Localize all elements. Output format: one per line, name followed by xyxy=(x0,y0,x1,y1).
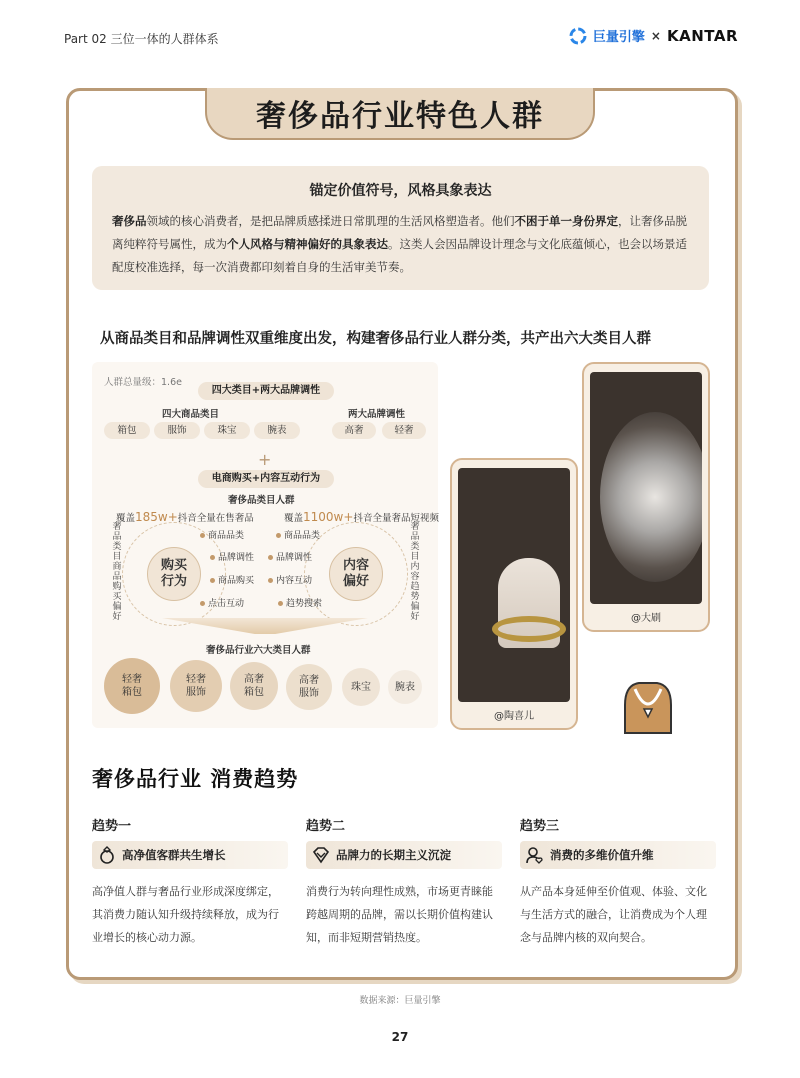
trend-text: 消费行为转向理性成熟，市场更青睐能跨越周期的品牌，需以长期价值构建认知，而非短期营销热度。 xyxy=(306,885,493,944)
right-item: 内容互动 xyxy=(268,573,312,586)
trend-label: 高净值客群共生增长 xyxy=(122,848,226,862)
left-item: 商品品类 xyxy=(200,528,244,541)
logo-separator: × xyxy=(650,28,661,43)
video-screen-necklace xyxy=(458,468,570,702)
right-cover-count: 1100w+ xyxy=(303,510,354,524)
page-number: 27 xyxy=(391,1030,409,1044)
trend-card xyxy=(306,815,502,949)
intro-text xyxy=(112,210,689,279)
intro-part-4: ，让奢侈品脱离纯粹符号属性，成为 xyxy=(112,214,687,251)
left-coverage xyxy=(116,510,254,524)
trend-text: 高净值人群与奢品行业形成深度绑定，其消费力随认知升级持续释放，成为行业增长的核心动力源。 xyxy=(92,885,279,944)
tone-tag: 高奢 xyxy=(332,422,376,439)
trend-label: 消费的多维价值升维 xyxy=(550,848,654,862)
video-screen-watch xyxy=(590,372,702,604)
group-circle: 腕表 xyxy=(388,670,422,704)
trend-label-bar xyxy=(520,841,716,869)
top-pill: 四大类目+两大品牌调性 xyxy=(198,382,334,400)
total-volume: 人群总量级：1.6e xyxy=(104,377,182,388)
left-item: 商品购买 xyxy=(210,573,254,586)
middle-pill: 电商购买+内容互动行为 xyxy=(198,470,334,488)
phone-mockup-right xyxy=(582,362,710,632)
intro-part-2: 领域的核心消费者，是把品牌质感揉进日常肌理的生活风格塑造者。他们 xyxy=(146,214,515,228)
intro-part-6: 。这类人会因品牌设计理念与文化底蕴倾心，也会以场景适配度校准选择，每一次消费都印刻着自身的生活审美节奏。 xyxy=(112,237,687,274)
trend-name: 趋势一 xyxy=(92,819,132,834)
left-item: 点击互动 xyxy=(200,596,244,609)
left-cover-count: 185w+ xyxy=(135,510,178,524)
intro-bold-1: 奢侈品 xyxy=(112,214,147,228)
diagram-subheading: 从商品类目和品牌调性双重维度出发，构建奢侈品行业人群分类，共产出六大类目人群 xyxy=(100,331,651,347)
section-label: Part 02 三位一体的人群体系 xyxy=(64,32,219,46)
trend-label-bar xyxy=(92,841,288,869)
intro-bold-5: 个人风格与精神偏好的具象表达 xyxy=(227,237,388,251)
gem-icon xyxy=(312,846,330,864)
trend-card xyxy=(92,815,288,949)
left-item: 品牌调性 xyxy=(210,550,254,563)
trend-text: 从产品本身延伸至价值观、体验、文化与生活方式的融合，让消费成为个人理念与品牌内核的双向契合。 xyxy=(520,885,707,944)
right-cover-desc: 抖音全量奢品短视频 xyxy=(353,513,439,524)
category-title: 四大商品类目 xyxy=(162,409,220,420)
plus-sign: + xyxy=(258,450,272,469)
data-source: 数据来源：巨量引擎 xyxy=(359,996,441,1006)
tone-title: 两大品牌调性 xyxy=(348,409,406,420)
page-title-tab xyxy=(205,88,595,140)
right-vertical-label: 奢品类目内容趋势偏好 xyxy=(410,522,420,622)
trend-card xyxy=(520,815,716,949)
category-tag: 箱包 xyxy=(104,422,150,439)
left-cover-desc: 抖音全量在售奢品 xyxy=(177,513,254,524)
intro-title: 锚定价值符号，风格具象表达 xyxy=(309,183,492,199)
left-cover-prefix: 覆盖 xyxy=(116,513,136,524)
six-groups-title: 奢侈品行业六大类目人群 xyxy=(206,645,311,656)
right-item: 品牌调性 xyxy=(268,550,312,563)
diamond-ring-icon xyxy=(98,846,116,864)
group-circle: 轻奢 箱包 xyxy=(104,658,160,714)
right-phone-caption: @大刷 xyxy=(631,613,661,624)
kantar-logo: KANTAR xyxy=(666,26,738,45)
trend-label: 品牌力的长期主义沉淀 xyxy=(336,848,451,862)
logo-group xyxy=(569,26,738,45)
right-item: 趋势搜索 xyxy=(278,596,322,609)
content-preference-core: 内容 偏好 xyxy=(329,547,383,601)
purchase-behavior-core: 购买 行为 xyxy=(147,547,201,601)
phone-mockup-left xyxy=(450,458,578,730)
intro-bold-3: 不困于单一身份界定 xyxy=(514,214,618,228)
category-tag: 服饰 xyxy=(154,422,200,439)
group-circle: 高奢 箱包 xyxy=(230,662,278,710)
page-header xyxy=(0,0,800,60)
jewelry-bust-icon xyxy=(617,675,679,735)
left-phone-caption: @陶喜儿 xyxy=(494,711,534,722)
watch-image xyxy=(600,412,702,582)
left-vertical-label: 奢品类目商品购买偏好 xyxy=(112,522,122,622)
category-tag: 腕表 xyxy=(254,422,300,439)
tone-tag: 轻奢 xyxy=(382,422,426,439)
funnel-arrow xyxy=(162,618,368,634)
page-title: 奢侈品行业特色人群 xyxy=(256,99,544,134)
right-item: 商品品类 xyxy=(276,528,320,541)
group-title: 奢侈品类目人群 xyxy=(228,495,295,506)
category-tag: 珠宝 xyxy=(204,422,250,439)
ocean-engine-logo-text: 巨量引擎 xyxy=(592,30,645,45)
segmentation-diagram xyxy=(92,362,438,728)
intro-box xyxy=(92,166,709,290)
trend-section-title: 奢侈品行业 消费趋势 xyxy=(92,767,299,791)
trend-name: 趋势二 xyxy=(306,819,346,834)
group-circle: 珠宝 xyxy=(342,668,380,706)
group-circle: 轻奢 服饰 xyxy=(170,660,222,712)
group-circle: 高奢 服饰 xyxy=(286,664,332,710)
trend-label-bar xyxy=(306,841,502,869)
right-cover-prefix: 覆盖 xyxy=(284,513,304,524)
necklace-ring xyxy=(492,616,566,642)
ocean-engine-logo-icon xyxy=(569,27,587,45)
user-heart-icon xyxy=(526,846,544,864)
trend-name: 趋势三 xyxy=(520,819,560,834)
